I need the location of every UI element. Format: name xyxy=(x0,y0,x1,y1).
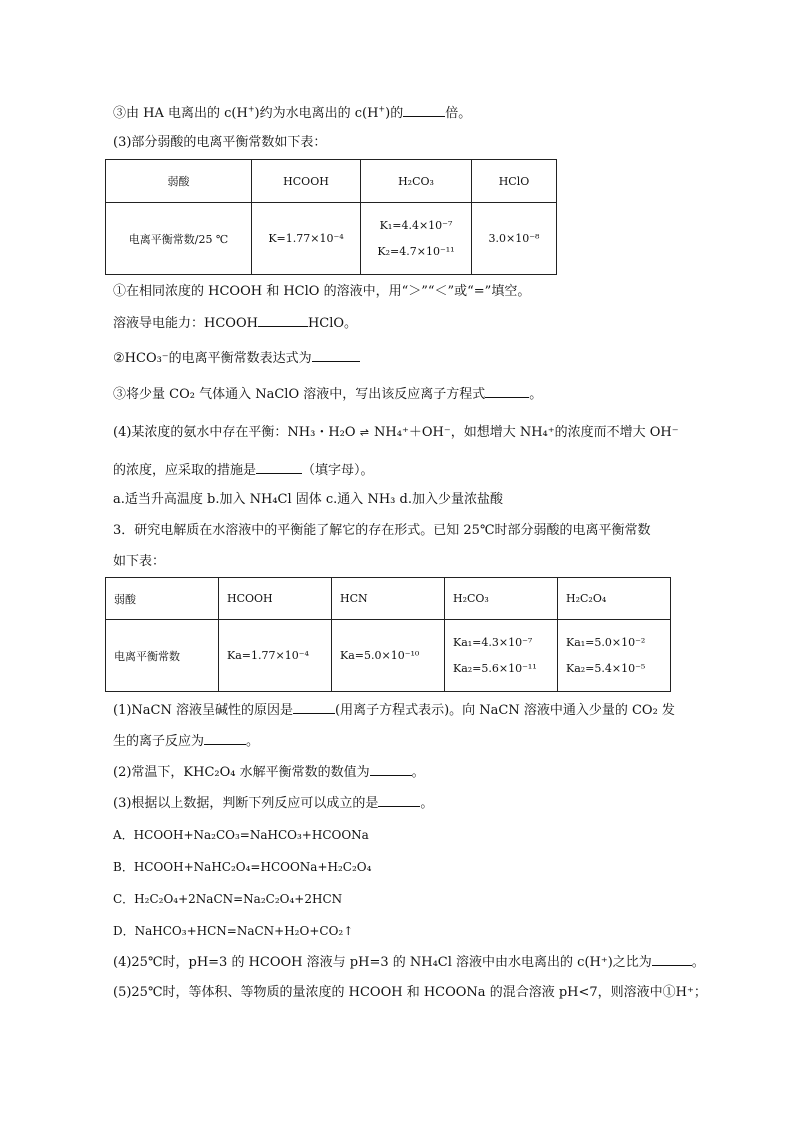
q2-part3-mid: )约为水电离出的 c(H xyxy=(254,106,379,121)
option-c: C．H₂C₂O₄+2NaCN=Na₂C₂O₄+2HCN xyxy=(113,892,343,906)
q3-part4-line xyxy=(113,953,705,972)
ka1-h2c2o4: Ka₁=5.0×10⁻² xyxy=(566,635,646,649)
q3-part1-a: (1)NaCN 溶液呈碱性的原因是 xyxy=(113,703,293,718)
q2-part4-a: (4)某浓度的氨水中存在平衡：NH₃・H₂O xyxy=(113,425,356,440)
q2-part4-b: NH₄⁺＋OH⁻，如想增大 NH₄⁺的浓度而不增大 OH⁻ xyxy=(374,425,679,440)
ka-hcooh: Ka=1.77×10⁻⁴ xyxy=(219,620,332,692)
ka-h2c2o4 xyxy=(558,620,671,692)
k-hclo: 3.0×10⁻⁸ xyxy=(472,203,557,275)
q2-sub1: ①在相同浓度的 HCOOH 和 HClO 的溶液中，用“＞”“＜”或“=”填空。 xyxy=(113,284,531,299)
option-d: D．NaHCO₃+HCN=NaCN+H₂O+CO₂↑ xyxy=(113,924,354,938)
equilibrium-arrow-icon: ⇌ xyxy=(359,426,370,439)
option-a: A．HCOOH+Na₂CO₃=NaHCO₃+HCOONa xyxy=(113,828,369,842)
q2-options: a.适当升高温度 b.加入 NH₄Cl 固体 c.通入 NH₃ d.加入少量浓盐酸 xyxy=(113,492,503,507)
q3-part5: (5)25℃时，等体积、等物质的量浓度的 HCOOH 和 HCOONa 的混合溶液 pH<7，则溶液中①H⁺； xyxy=(113,985,707,1000)
q3-part1-line xyxy=(113,701,675,720)
q3-part2-line xyxy=(113,763,425,782)
ka1-h2co3: Ka₁=4.3×10⁻⁷ xyxy=(453,635,533,649)
q2-part4c-a: 的浓度，应采取的措施是 xyxy=(113,463,257,478)
answer-blank[interactable] xyxy=(256,461,302,474)
q3-part3-b: 。 xyxy=(420,796,434,811)
q2-part3-text: ③由 HA 电离出的 c(H xyxy=(113,106,248,121)
q3-part3-a: (3)根据以上数据，判断下列反应可以成立的是 xyxy=(113,796,379,811)
q2-sub1b-line xyxy=(113,314,357,333)
k1-h2co3: K₁=4.4×10⁻⁷ xyxy=(379,218,453,232)
q2-part3-line: ③由 HA 电离出的 c(H+)约为水电离出的 c(H+)的 倍。 xyxy=(113,104,472,121)
q2-sub2-line xyxy=(113,349,360,368)
q2-part3-end: )的 xyxy=(385,106,404,121)
header-acid: 弱酸 xyxy=(106,160,252,203)
q3-intro-1: 3．研究电解质在水溶液中的平衡能了解它的存在形式。已知 25℃时部分弱酸的电离平衡常数 xyxy=(113,523,651,538)
q3-part2-a: (2)常温下，KHC₂O₄ 水解平衡常数的数值为 xyxy=(113,765,370,780)
answer-blank[interactable] xyxy=(378,794,420,807)
k2-h2co3: K₂=4.7×10⁻¹¹ xyxy=(377,244,455,258)
ka-hcn: Ka=5.0×10⁻¹⁰ xyxy=(332,620,445,692)
header-hcooh: HCOOH xyxy=(219,578,332,620)
q3-part1-b: (用离子方程式表示)。向 NaCN 溶液中通入少量的 CO₂ 发 xyxy=(335,703,675,718)
ka2-h2co3: Ka₂=5.6×10⁻¹¹ xyxy=(453,661,537,675)
q2-part4c-b: （填字母）。 xyxy=(302,463,374,478)
q3-part1c-b: 。 xyxy=(246,734,260,749)
answer-blank[interactable] xyxy=(403,104,445,117)
row-label: 电离平衡常数 xyxy=(106,620,219,692)
answer-blank[interactable] xyxy=(652,953,692,966)
ka-h2co3 xyxy=(445,620,558,692)
q2-sub1b-b: HClO。 xyxy=(307,316,358,331)
ka2-h2c2o4: Ka₂=5.4×10⁻⁵ xyxy=(566,661,646,675)
answer-blank[interactable] xyxy=(370,763,412,776)
q2-part4c-line xyxy=(113,461,374,480)
q2-sub3-a: ③将少量 CO₂ 气体通入 NaClO 溶液中，写出该反应离子方程式 xyxy=(113,387,486,402)
header-h2c2o4: H₂C₂O₄ xyxy=(558,578,671,620)
answer-blank[interactable] xyxy=(204,732,246,745)
q2-sec3-intro: (3)部分弱酸的电离平衡常数如下表： xyxy=(113,135,327,150)
answer-blank[interactable] xyxy=(312,349,360,362)
k-h2co3 xyxy=(361,203,472,275)
header-acid: 弱酸 xyxy=(106,578,219,620)
header-h2co3: H₂CO₃ xyxy=(361,160,472,203)
q3-part1c-a: 生的离子反应为 xyxy=(113,734,205,749)
q2-sub2: ②HCO₃⁻的电离平衡常数表达式为 xyxy=(113,351,312,366)
header-hclo: HClO xyxy=(472,160,557,203)
q3-part3-line xyxy=(113,794,433,813)
q2-part3-tail: 倍。 xyxy=(445,106,472,121)
q3-intro-2: 如下表： xyxy=(113,554,166,569)
q3-part1c-line xyxy=(113,732,259,751)
option-b: B．HCOOH+NaHC₂O₄=HCOONa+H₂C₂O₄ xyxy=(113,860,372,874)
q2-sub3-line xyxy=(113,385,542,404)
acid-constant-table-2 xyxy=(105,577,671,692)
k-hcooh: K=1.77×10⁻⁴ xyxy=(252,203,361,275)
header-h2co3: H₂CO₃ xyxy=(445,578,558,620)
answer-blank[interactable] xyxy=(258,314,308,327)
q2-sub1b-a: 溶液导电能力：HCOOH xyxy=(113,316,258,331)
q3-part4-b: 。 xyxy=(691,955,705,970)
acid-constant-table-1 xyxy=(105,159,557,275)
answer-blank[interactable] xyxy=(293,701,335,714)
q3-part4-a: (4)25℃时，pH=3 的 HCOOH 溶液与 pH=3 的 NH₄Cl 溶液中由水电离出的 c(H⁺)之比为 xyxy=(113,955,652,970)
header-hcn: HCN xyxy=(332,578,445,620)
answer-blank[interactable] xyxy=(485,385,529,398)
q3-part2-b: 。 xyxy=(411,765,425,780)
row-label: 电离平衡常数/25 ℃ xyxy=(106,203,252,275)
q2-sub3-b: 。 xyxy=(529,387,543,402)
q2-part4-line xyxy=(113,424,679,442)
header-hcooh: HCOOH xyxy=(252,160,361,203)
